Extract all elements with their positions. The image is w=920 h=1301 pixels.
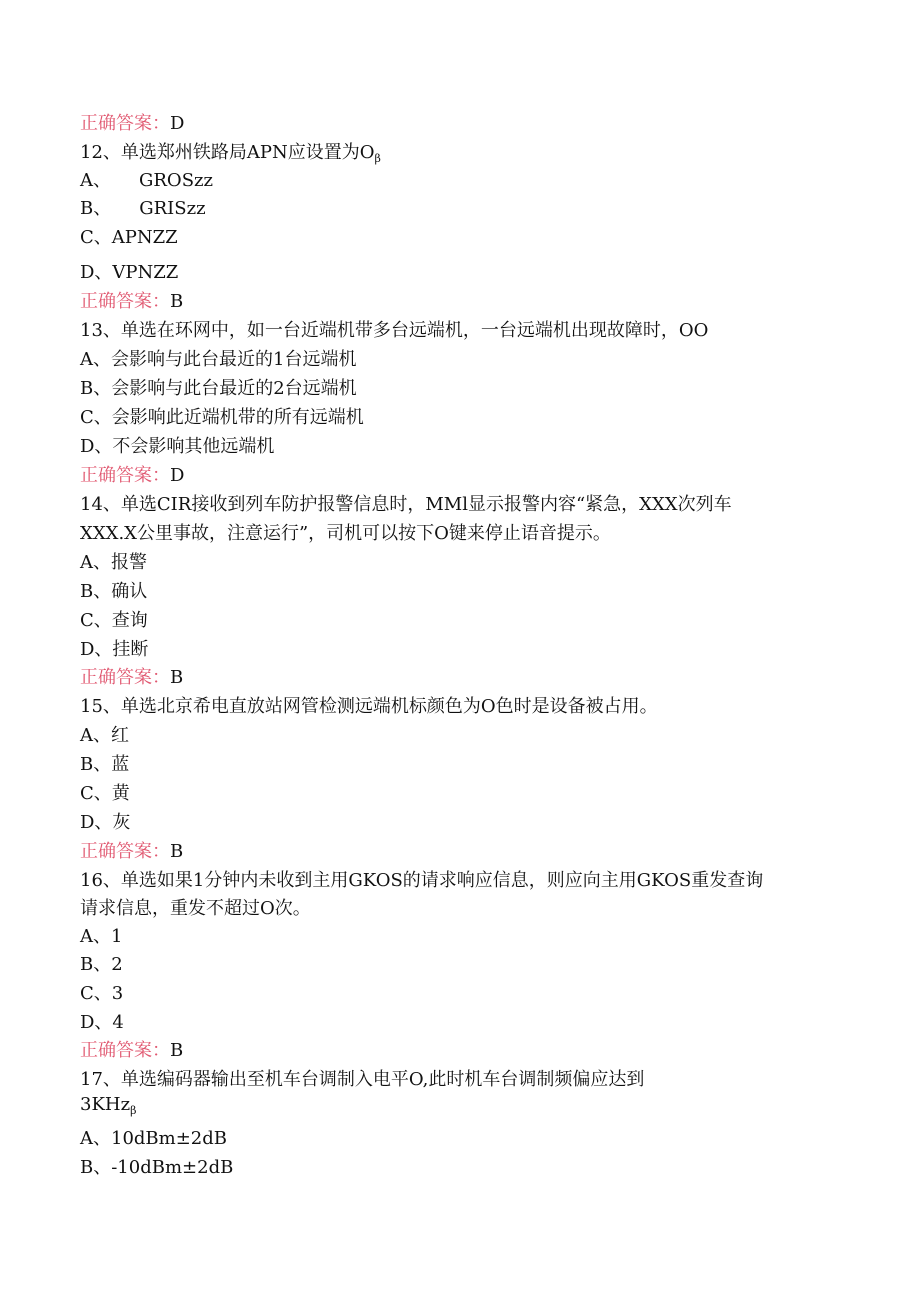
option-b: B、会影响与此台最近的2台远端机 bbox=[80, 378, 357, 399]
option-c: C、3 bbox=[80, 983, 124, 1004]
answer-label: 正确答案： bbox=[80, 667, 170, 688]
answer-line bbox=[80, 841, 183, 863]
option-c: C、会影响此近端机带的所有远端机 bbox=[80, 407, 364, 428]
question-stem: 15、单选北京希电直放站网管检测远端机标颜色为O色时是设备被占用。 bbox=[80, 696, 658, 717]
option-d: D、不会影响其他远端机 bbox=[80, 436, 275, 457]
option-d: D、灰 bbox=[80, 812, 131, 833]
answer-label: 正确答案： bbox=[80, 113, 170, 134]
question-stem: 12、单选郑州铁路局APN应设置为$O_\beta$ bbox=[80, 142, 381, 165]
option-c: C、查询 bbox=[80, 610, 148, 631]
answer-line bbox=[80, 113, 184, 135]
answer-value: B bbox=[170, 291, 184, 312]
option-b: B、-10dBm±2dB bbox=[80, 1157, 234, 1178]
stem-subscript: β bbox=[374, 152, 381, 165]
option-d: D、VPNZZ bbox=[80, 262, 179, 283]
option-c: C、黄 bbox=[80, 783, 130, 804]
option-a: A、 GROSzz bbox=[80, 170, 213, 191]
option-d: D、4 bbox=[80, 1012, 124, 1033]
option-b: B、2 bbox=[80, 954, 123, 975]
question-stem: 14、单选CIR接收到列车防护报警信息时，MMl显示报警内容“紧急，XXX次列车 bbox=[80, 494, 732, 515]
answer-label: 正确答案： bbox=[80, 465, 170, 486]
answer-label: 正确答案： bbox=[80, 291, 170, 312]
question-stem-cont: 3KHz$_\beta$ bbox=[80, 1094, 137, 1117]
question-stem-cont: 请求信息，重发不超过O次。 bbox=[80, 898, 311, 919]
question-stem: 16、单选如果1分钟内未收到主用GKOS的请求响应信息，则应向主用GKOS重发查询 bbox=[80, 870, 764, 891]
answer-line bbox=[80, 1040, 183, 1062]
answer-line bbox=[80, 667, 183, 689]
answer-value: D bbox=[170, 465, 185, 486]
option-a: A、会影响与此台最近的1台远端机 bbox=[80, 349, 357, 370]
question-stem-cont: XXX.X公里事故，注意运行”，司机可以按下O键来停止语音提示。 bbox=[80, 523, 611, 544]
answer-line bbox=[80, 465, 184, 487]
option-a: A、10dBm±2dB bbox=[80, 1128, 228, 1149]
answer-value: B bbox=[170, 841, 184, 862]
option-a: A、1 bbox=[80, 926, 123, 947]
answer-value: B bbox=[170, 667, 184, 688]
option-a: A、红 bbox=[80, 725, 129, 746]
stem-subscript: β bbox=[130, 1104, 137, 1117]
question-stem: 17、单选编码器输出至机车台调制入电平O,此时机车台调制频偏应达到 bbox=[80, 1069, 645, 1090]
answer-label: 正确答案： bbox=[80, 841, 170, 862]
answer-line bbox=[80, 291, 183, 313]
option-b: B、确认 bbox=[80, 581, 148, 602]
option-d: D、挂断 bbox=[80, 639, 149, 660]
question-stem: 13、单选在环网中，如一台近端机带多台远端机，一台远端机出现故障时，OO bbox=[80, 320, 709, 341]
option-a: A、报警 bbox=[80, 552, 147, 573]
answer-value: D bbox=[170, 113, 185, 134]
option-b: B、蓝 bbox=[80, 754, 130, 775]
answer-label: 正确答案： bbox=[80, 1040, 170, 1061]
option-b: B、 GRISzz bbox=[80, 198, 206, 219]
option-c: C、APNZZ bbox=[80, 227, 178, 248]
answer-value: B bbox=[170, 1040, 184, 1061]
